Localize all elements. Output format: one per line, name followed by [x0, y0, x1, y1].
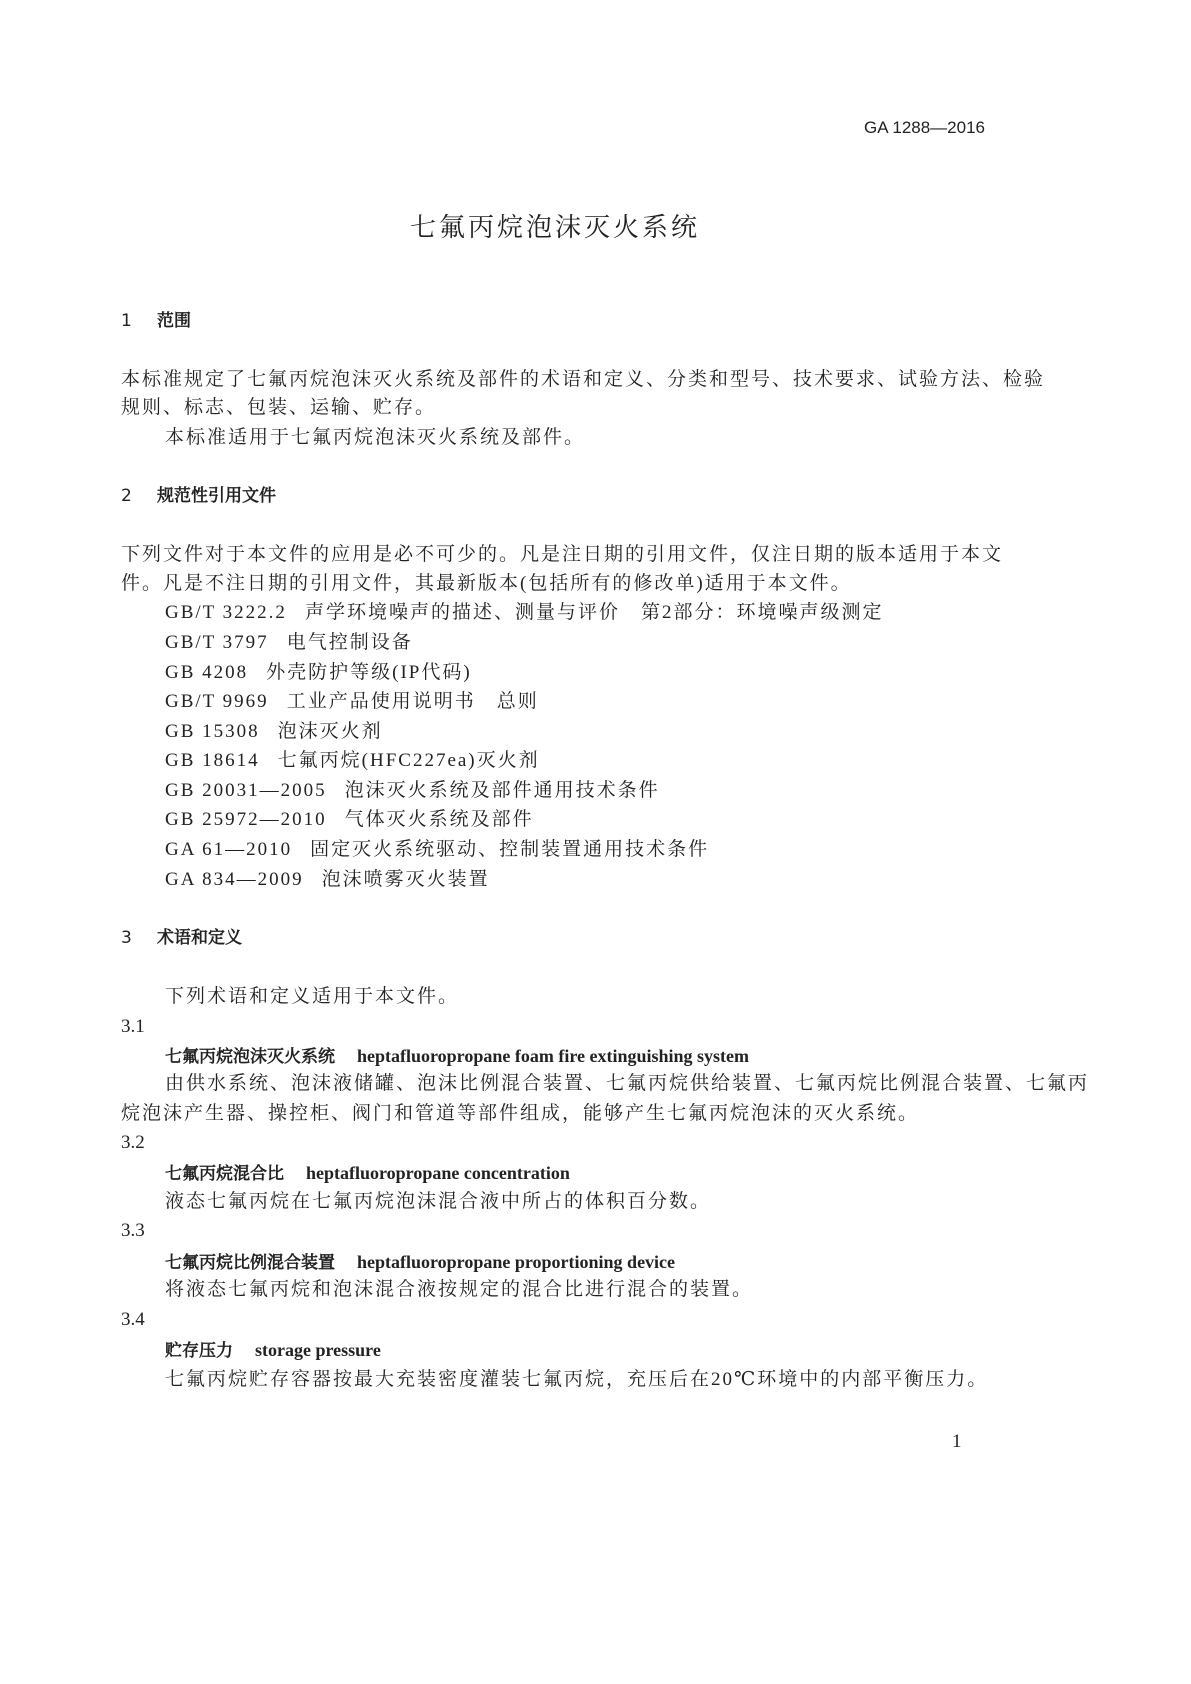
paragraph-line: 本标准规定了七氟丙烷泡沫灭火系统及部件的术语和定义、分类和型号、技术要求、试验方法、检验 — [121, 369, 1046, 390]
definition-line: 将液态七氟丙烷和泡沫混合液按规定的混合比进行混合的装置。 — [165, 1279, 754, 1300]
definition-line: 烷泡沫产生器、操控柜、阀门和管道等部件组成，能够产生七氟丙烷泡沫的灭火系统。 — [121, 1103, 920, 1124]
definition-line: 七氟丙烷贮存容器按最大充装密度灌装七氟丙烷，充压后在20℃环境中的内部平衡压力。 — [165, 1369, 989, 1390]
section-heading-1: 1 范围 — [121, 311, 191, 331]
reference-item: GB 15308 泡沫灭火剂 — [165, 721, 383, 742]
reference-item: GA 834—2009 泡沫喷雾灭火装置 — [165, 869, 490, 890]
paragraph-line: 本标准适用于七氟丙烷泡沫灭火系统及部件。 — [165, 427, 586, 448]
reference-item: GB/T 3797 电气控制设备 — [165, 632, 413, 653]
term-title: 七氟丙烷泡沫灭火系统 heptafluoropropane foam fire extinguishing system — [165, 1046, 750, 1067]
paragraph-line: 下列术语和定义适用于本文件。 — [165, 986, 460, 1007]
reference-item: GB 25972—2010 气体灭火系统及部件 — [165, 809, 534, 830]
page-title: 七氟丙烷泡沫灭火系统 — [409, 213, 700, 243]
term-number: 3.3 — [121, 1220, 145, 1241]
reference-item: GB/T 3222.2 声学环境噪声的描述、测量与评价 第2部分：环境噪声级测定 — [165, 602, 884, 623]
term-number: 3.1 — [121, 1016, 145, 1037]
term-title: 贮存压力 storage pressure — [165, 1340, 381, 1361]
section-heading-2: 2 规范性引用文件 — [121, 486, 276, 506]
term-number: 3.2 — [121, 1132, 145, 1153]
term-title: 七氟丙烷比例混合装置 heptafluoropropane proportioning device — [165, 1252, 676, 1273]
reference-item: GB/T 9969 工业产品使用说明书 总则 — [165, 691, 539, 712]
definition-line: 液态七氟丙烷在七氟丙烷泡沫混合液中所占的体积百分数。 — [165, 1191, 712, 1212]
reference-item: GB 20031—2005 泡沫灭火系统及部件通用技术条件 — [165, 780, 660, 801]
term-number: 3.4 — [121, 1309, 145, 1330]
section-heading-3: 3 术语和定义 — [121, 928, 242, 948]
paragraph-line: 规则、标志、包装、运输、贮存。 — [121, 397, 437, 418]
reference-item: GB 4208 外壳防护等级(IP代码) — [165, 662, 472, 683]
standard-number: GA 1288—2016 — [864, 118, 985, 137]
definition-line: 由供水系统、泡沫液储罐、泡沫比例混合装置、七氟丙烷供给装置、七氟丙烷比例混合装置、七氟丙 — [165, 1073, 1090, 1094]
page-number: 1 — [952, 1431, 962, 1452]
reference-item: GA 61—2010 固定灭火系统驱动、控制装置通用技术条件 — [165, 839, 710, 860]
term-title: 七氟丙烷混合比 heptafluoropropane concentration — [165, 1163, 570, 1184]
reference-item: GB 18614 七氟丙烷(HFC227ea)灭火剂 — [165, 750, 540, 771]
paragraph-line: 下列文件对于本文件的应用是必不可少的。凡是注日期的引用文件，仅注日期的版本适用于本文 — [121, 544, 1004, 565]
paragraph-line: 件。凡是不注日期的引用文件，其最新版本(包括所有的修改单)适用于本文件。 — [121, 573, 852, 594]
